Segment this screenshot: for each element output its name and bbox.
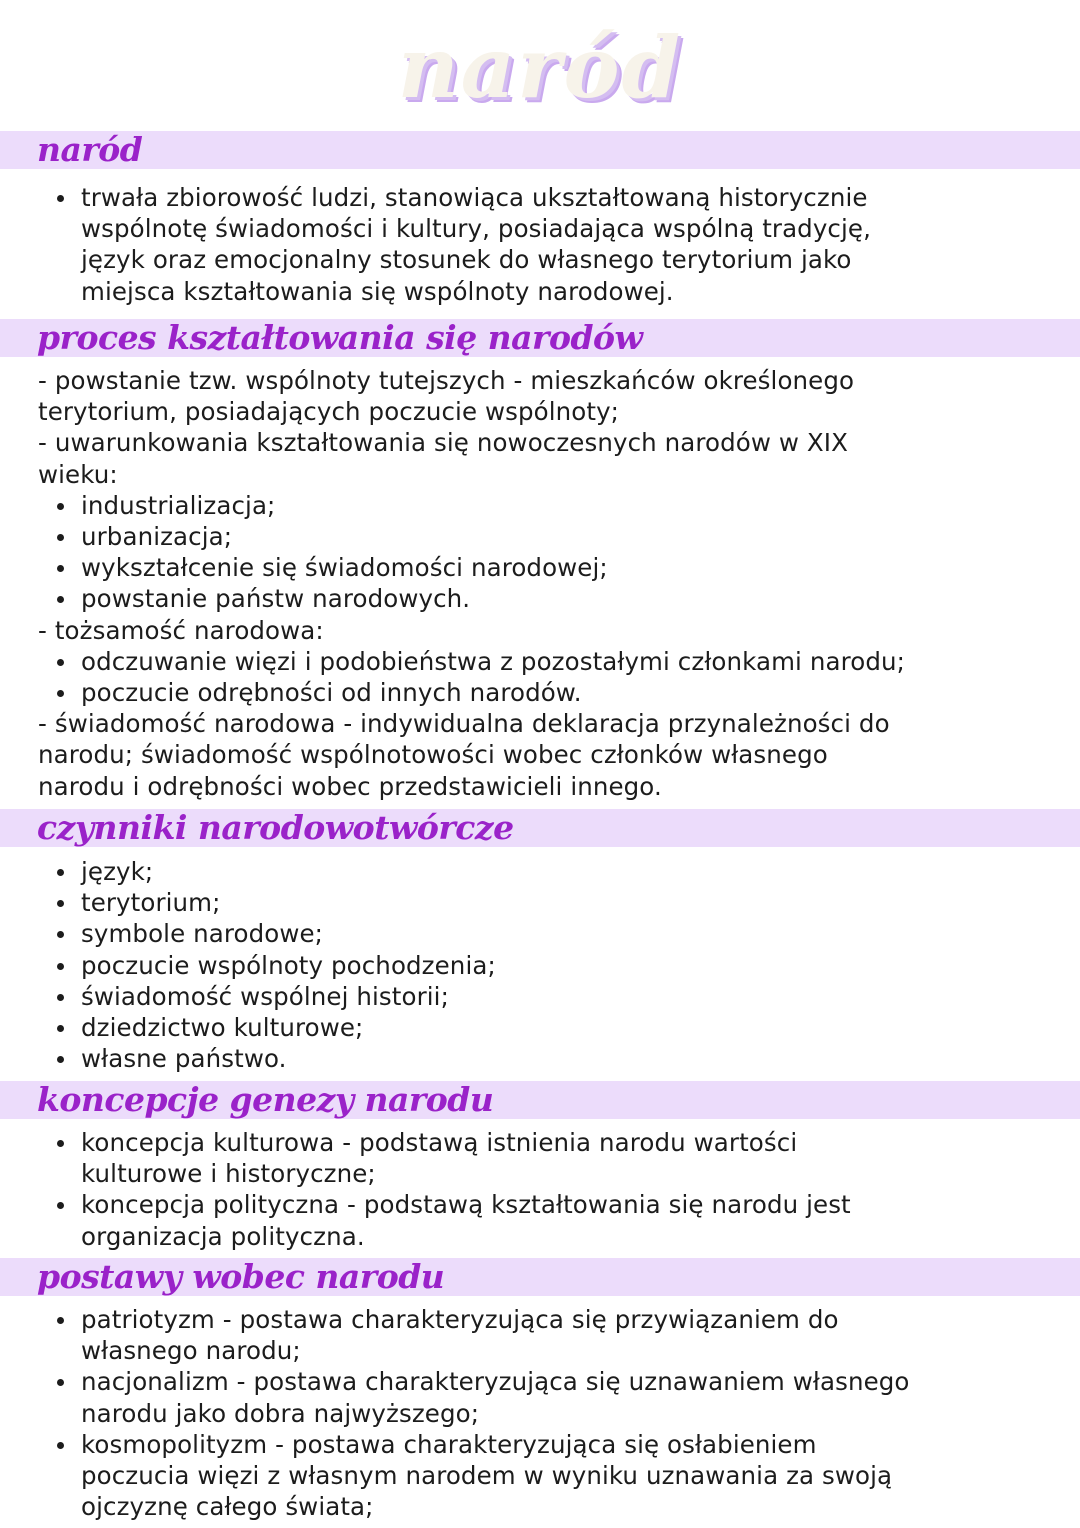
text-line: - powstanie tzw. wspólnoty tutejszych - mieszkańców określonego (38, 366, 855, 395)
list-item: urbanizacja; (0, 521, 1080, 552)
list-item: wykształcenie się świadomości narodowej; (0, 552, 1080, 583)
section-header-narod (0, 131, 1080, 169)
list-item-continuation: narodu jako dobra najwyższego; (81, 1398, 480, 1428)
list-item: poczucie wspólnoty pochodzenia; (0, 950, 1080, 981)
list-item-continuation: kulturowe i historyczne; (81, 1159, 376, 1189)
list-item-continuation: miejsca kształtowania się wspólnoty narodowej. (81, 276, 674, 306)
section-koncepcje-body (0, 1127, 1080, 1252)
page-title: naród (397, 18, 683, 117)
section-header-koncepcje (0, 1081, 1080, 1119)
list-item-continuation: organizacja polityczna. (81, 1221, 365, 1251)
list-item-continuation: własnego narodu; (81, 1336, 301, 1366)
section-heading: koncepcje genezy narodu (37, 1080, 494, 1119)
section-narod-body (0, 182, 1080, 307)
list-item: koncepcja kulturowa - podstawą istnienia narodu wartości (0, 1127, 1080, 1158)
list-item-continuation: wspólnotę świadomości i kultury, posiadająca wspólną tradycję, (81, 214, 871, 244)
text-line: narodu i odrębności wobec przedstawicieli innego. (38, 771, 662, 801)
text-line: narodu; świadomość wspólnotowości wobec członków własnego (38, 740, 828, 770)
list-item: nacjonalizm - postawa charakteryzująca się uznawaniem własnego (0, 1366, 1080, 1397)
list-item: własne państwo. (0, 1043, 1080, 1074)
list-item: powstanie państw narodowych. (0, 583, 1080, 614)
list-item-continuation: ojczyznę całego świata; (81, 1492, 374, 1522)
list-item: język; (0, 856, 1080, 887)
text-line: - tożsamość narodowa: (38, 615, 324, 645)
section-heading: naród (37, 130, 143, 169)
section-heading: proces kształtowania się narodów (37, 318, 643, 357)
section-header-proces (0, 319, 1080, 357)
list-item: poczucie odrębności od innych narodów. (0, 677, 1080, 708)
list-item: patriotyzm - postawa charakteryzująca się przywiązaniem do (0, 1304, 1080, 1335)
list-item: trwała zbiorowość ludzi, stanowiąca ukształtowaną historycznie (0, 182, 1080, 213)
list-item: symbole narodowe; (0, 918, 1080, 949)
list-item: terytorium; (0, 887, 1080, 918)
list-item: industrializacja; (0, 490, 1080, 521)
text-line: - świadomość narodowa - indywidualna deklaracja przynależności do (38, 709, 890, 739)
section-czynniki-body (0, 856, 1080, 1074)
list-item: koncepcja polityczna - podstawą kształtowania się narodu jest (0, 1189, 1080, 1220)
list-item: dziedzictwo kulturowe; (0, 1012, 1080, 1043)
list-item: świadomość wspólnej historii; (0, 981, 1080, 1012)
list-item-continuation: język oraz emocjonalny stosunek do własnego terytorium jako (81, 245, 852, 275)
text-line: - uwarunkowania kształtowania się nowoczesnych narodów w XIX (38, 428, 849, 458)
list-item-continuation: poczucia więzi z własnym narodem w wyniku uznawania za swoją (81, 1461, 893, 1491)
list-item: odczuwanie więzi i podobieństwa z pozostałymi członkami narodu; (0, 646, 1080, 677)
section-heading: czynniki narodowotwórcze (37, 808, 514, 847)
text-line: wieku: (38, 459, 118, 489)
section-postawy-body (0, 1304, 1080, 1522)
section-header-czynniki (0, 809, 1080, 847)
section-proces-body (0, 365, 1080, 802)
section-heading: postawy wobec narodu (37, 1257, 445, 1296)
text-line: terytorium, posiadających poczucie wspólnoty; (38, 397, 620, 427)
list-item: kosmopolityzm - postawa charakteryzująca się osłabieniem (0, 1429, 1080, 1460)
section-header-postawy (0, 1258, 1080, 1296)
